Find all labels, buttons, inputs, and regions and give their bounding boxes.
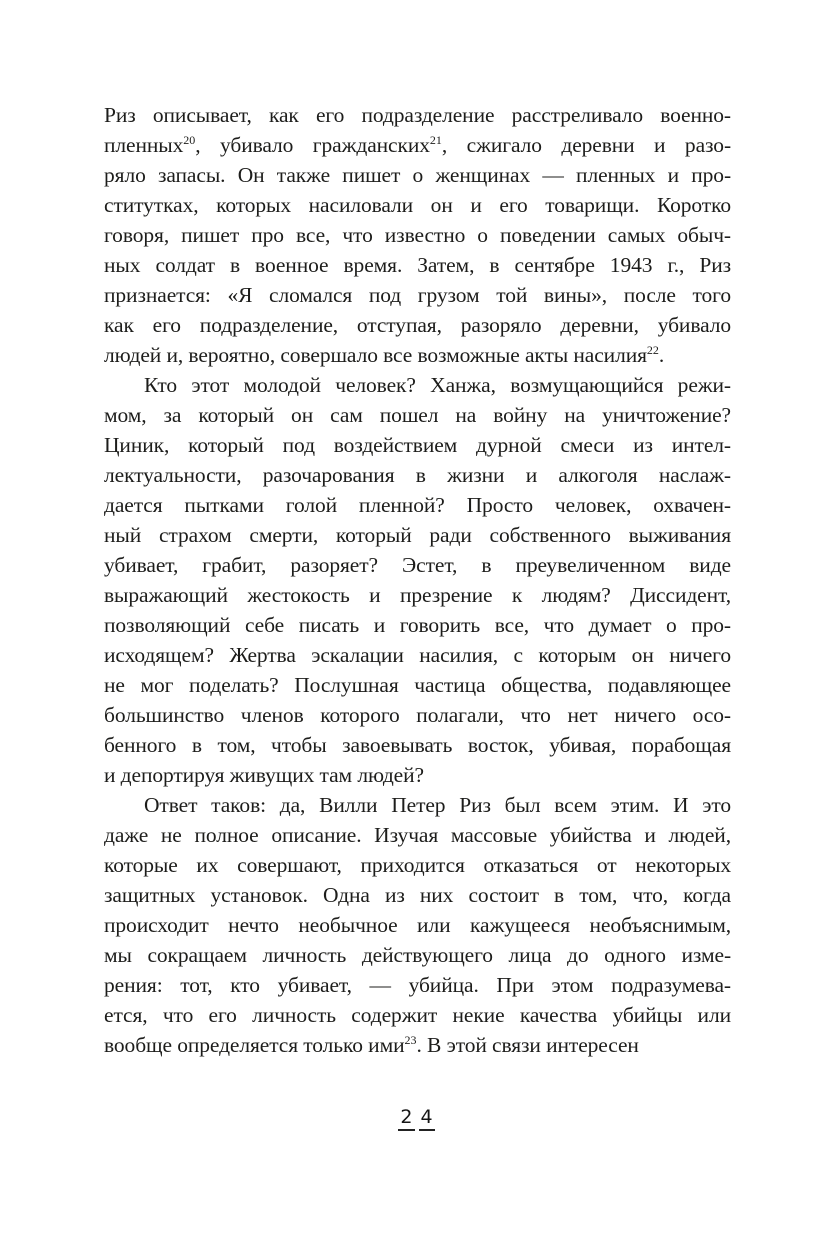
text-line: даже не полное описание. Изучая массовые убийства и людей, [104,823,731,847]
text-line: ных солдат в военное время. Затем, в сентябре 1943 г., Риз [104,253,731,277]
text-line: Ответ таков: да, Вилли Петер Риз был всем этим. И это [144,793,731,817]
text-line: ряло запасы. Он также пишет о женщинах — пленных и про- [104,163,731,187]
text-line: ется, что его личность содержит некие качества убийцы или [104,1003,731,1027]
text-line: рения: тот, кто убивает, — убийца. При этом подразумева- [104,973,731,997]
text-line: которые их совершают, приходится отказаться от некоторых [104,853,731,877]
text-line: выражающий жестокость и презрение к людям? Диссидент, [104,583,731,607]
text-line: как его подразделение, отступая, разоряло деревни, убивало [104,313,731,337]
text-line: ный страхом смерти, который ради собственного выживания [104,523,731,547]
text-line: позволяющий себе писать и говорить все, что думает о про- [104,613,731,637]
text-line: признается: «Я сломался под грузом той вины», после того [104,283,731,307]
text-line: большинство членов которого полагали, что нет ничего осо- [104,703,731,727]
text-line: людей и, вероятно, совершало все возможные акты насилия$^{22}$. [104,343,665,367]
page-number [0,1106,833,1131]
text-line: Кто этот молодой человек? Ханжа, возмущающийся режи- [144,373,731,397]
text-line: мы сокращаем личность действующего лица до одного изме- [104,943,731,967]
paragraph [104,370,731,790]
text-line: бенного в том, чтобы завоевывать восток, убивая, порабощая [104,733,731,757]
text-line: лектуальности, разочарования в жизни и алкоголя наслаж- [104,463,731,487]
paragraph [104,100,731,370]
text-line: дается пытками голой пленной? Просто человек, охвачен- [104,493,731,517]
text-line: защитных установок. Одна из них состоит в том, что, когда [104,883,731,907]
page-number-digit: 2 [398,1108,414,1131]
text-line: не мог поделать? Послушная частица общества, подавляющее [104,673,731,697]
paragraph [104,790,731,1060]
text-line: пленных$^{20}$, убивало гражданских$^{21}$, сжигало деревни и разо- [104,133,731,157]
footnote-reference: 21 [429,133,442,147]
text-block [104,100,731,1060]
text-line: исходящем? Жертва эскалации насилия, с которым он ничего [104,643,731,667]
footnote-reference: 20 [183,133,196,147]
text-line: и депортируя живущих там людей? [104,763,424,787]
text-line: ститутках, которых насиловали он и его товарищи. Коротко [104,193,731,217]
text-line: Риз описывает, как его подразделение расстреливало военно- [104,103,731,127]
text-line: происходит нечто необычное или кажущееся необъяснимым, [104,913,731,937]
page-number-digit: 4 [419,1108,435,1131]
text-line: мом, за который он сам пошел на войну на уничтожение? [104,403,731,427]
text-line: Циник, который под воздействием дурной смеси из интел- [104,433,731,457]
footnote-reference: 22 [646,343,659,357]
text-line: говоря, пишет про все, что известно о поведении самых обыч- [104,223,731,247]
text-line: убивает, грабит, разоряет? Эстет, в преувеличенном виде [104,553,731,577]
footnote-reference: 23 [404,1033,417,1047]
text-line: вообще определяется только ими$^{23}$. В этой связи интересен [104,1033,639,1057]
